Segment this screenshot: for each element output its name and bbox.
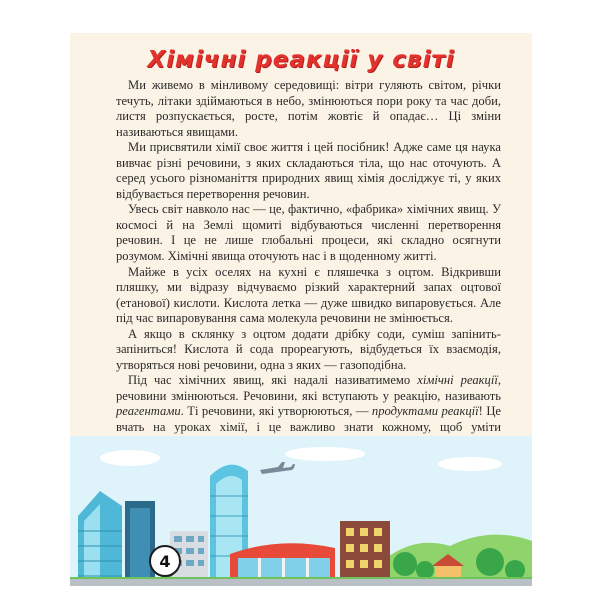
text-run: Під час хімічних явищ, які надалі називатимемо (128, 373, 418, 388)
paragraph (116, 202, 501, 264)
italic-term: продуктами реакції (371, 404, 479, 419)
paragraph (116, 265, 501, 327)
italic-term: хімічні реакції (417, 373, 498, 388)
text-run: Ми присвятили хімії своє життя і цей посібник! Адже саме ця наука вивчає різні речовини, з яких складаються тіла, що нас оточують. А серед усього різноманіття природних явищ хімія досліджує ті, у яких відбувається перетворення речовин. (116, 140, 501, 201)
paragraph (116, 78, 501, 140)
text-run: Майже в усіх оселях на кухні є пляшечка з оцтом. Відкривши пляшку, ми відразу відчуваємо різкий характерний запах оцтової (етанової) кислоти. Кислота летка — дуже швидко випаровується. Але під час випаровування сама молекула речовини не змінюється. (116, 264, 501, 326)
italic-term: реагентами (116, 404, 181, 419)
paragraph (116, 140, 501, 202)
grass-strip (70, 577, 532, 579)
road (70, 579, 532, 586)
body-text (116, 78, 501, 451)
dark-tower (125, 501, 155, 586)
paragraph (116, 327, 501, 374)
text-run: . Ті речовини, які утворюються, — (180, 404, 372, 419)
city-illustration (70, 436, 532, 586)
text-run: Увесь світ навколо нас — це, фактично, «фабрика» хімічних явищ. У космосі й на Землі щомиті відбуваються численні перетворення речовин. І це не лише глобальні процеси, які складно осягнути розумом. Хімічні явища оточують нас і в щоденному житті. (116, 202, 501, 264)
brick-apartment (340, 521, 390, 586)
text-run: А якщо в склянку з оцтом додати дрібку соди, суміш запінить-запіниться! Кислота й сода прореагують, відбудеться їх взаємодія, утворяться нові речовини, одна з яких — газоподібна. (116, 326, 501, 372)
page-title: Хімічні реакції у світі (147, 47, 455, 73)
text-run: , речовини змінюються. Речовини, які вступають у реакцію, називають (116, 373, 502, 403)
text-run: Ми живемо в мінливому середовищі: вітри гуляють світом, річки течуть, літаки здіймаються в небо, змінюються пори року та час доби, листя розпускається, росте, потім жовтіє й опадає… Ці зміни називаються явищами. (116, 78, 501, 139)
book-page (70, 33, 532, 586)
text-run: ! Це вчать на уроках хімії, і це важливо знати кожному, щоб уміти (116, 404, 501, 435)
page-number-badge: 4 (149, 545, 181, 577)
